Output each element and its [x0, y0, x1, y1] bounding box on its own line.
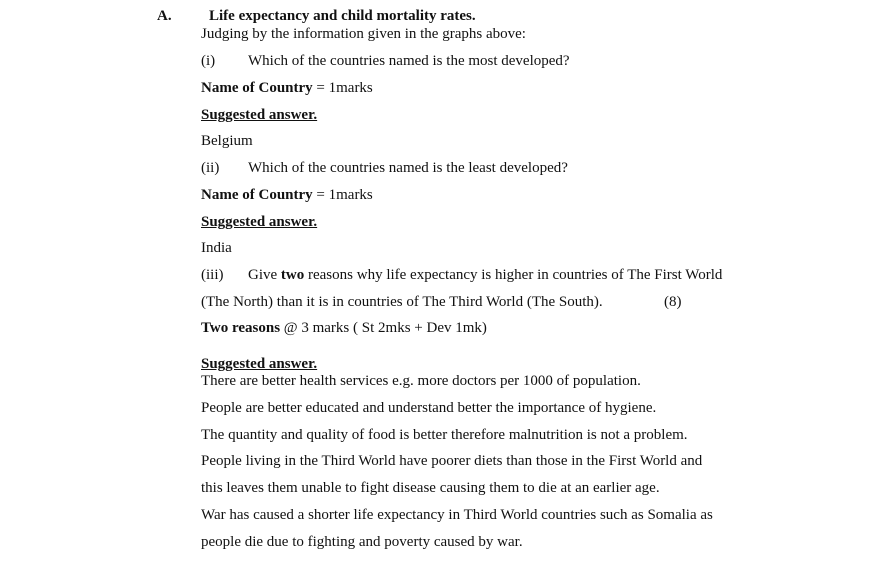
- q1-text: Which of the countries named is the most developed?: [248, 53, 570, 69]
- q1-mark-value: = 1marks: [316, 80, 373, 96]
- q1-suggested-heading: Suggested answer.: [201, 107, 318, 123]
- q3-text-line2: (The North) than it is in countries of The Third World (The South).: [201, 294, 603, 310]
- q3-text-post: reasons why life expectancy is higher in countries of The First World: [304, 267, 723, 283]
- q3-answer-line: People are better educated and understand better the importance of hygiene.: [201, 400, 657, 416]
- q3-text: [248, 266, 722, 284]
- q3-answer-line: War has caused a shorter life expectancy in Third World countries such as Somalia as: [201, 507, 713, 523]
- q1-mark-line: [201, 79, 373, 97]
- q3-suggested-heading: Suggested answer.: [201, 356, 318, 372]
- q3-text-bold: two: [280, 267, 305, 283]
- q1-answer: Belgium: [201, 133, 253, 149]
- q2-text: Which of the countries named is the least developed?: [248, 160, 568, 176]
- q2-mark-line: [201, 186, 373, 204]
- q3-mark-line: [201, 319, 487, 337]
- q3-text-pre: Give: [248, 267, 281, 283]
- q3-answer-line: There are better health services e.g. more doctors per 1000 of population.: [201, 373, 641, 389]
- q2-mark-value: = 1marks: [316, 187, 373, 203]
- q1-mark-label: Name of Country: [201, 80, 313, 96]
- q3-answer-line: The quantity and quality of food is better therefore malnutrition is not a problem.: [201, 427, 688, 443]
- q2-suggested-heading: Suggested answer.: [201, 214, 318, 230]
- q3-total-marks: (8): [664, 294, 682, 310]
- q2-mark-label: Name of Country: [201, 187, 313, 203]
- q3-mark-label: Two reasons: [201, 320, 281, 336]
- q2-answer: India: [201, 240, 232, 256]
- q1-number: (i): [201, 53, 216, 69]
- q3-answer-line: People living in the Third World have poorer diets than those in the First World and: [201, 453, 703, 469]
- q2-number: (ii): [201, 160, 220, 176]
- section-letter: A.: [157, 8, 172, 24]
- q3-answer-line: this leaves them unable to fight disease causing them to die at an earlier age.: [201, 480, 660, 496]
- section-title: Life expectancy and child mortality rates.: [209, 8, 476, 24]
- q3-number: (iii): [201, 267, 224, 283]
- q3-mark-value: @ 3 marks ( St 2mks + Dev 1mk): [283, 320, 487, 336]
- q3-answer-line: people die due to fighting and poverty caused by war.: [201, 534, 523, 550]
- section-intro: Judging by the information given in the graphs above:: [201, 26, 526, 42]
